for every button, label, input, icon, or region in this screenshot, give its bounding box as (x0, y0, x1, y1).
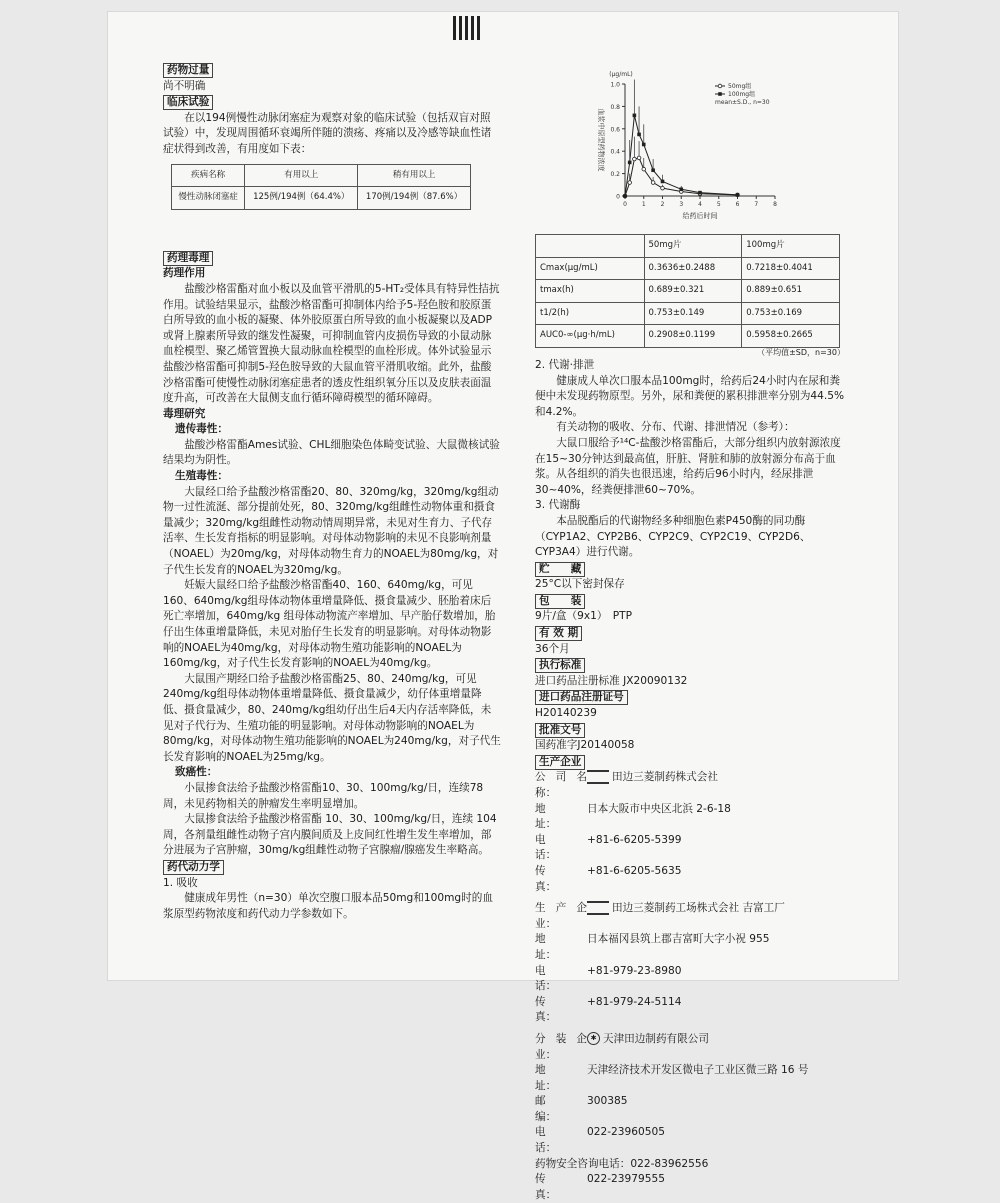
standard-heading: 执行标准 (535, 658, 585, 673)
x-tick-label: 6 (735, 201, 740, 208)
field-value: +81-6-6205-5399 (587, 833, 682, 846)
package-text: 9片/盒（9x1） PTP (535, 610, 632, 623)
table-header: 100mg片 (742, 235, 840, 258)
excretion-heading: 2. 代谢·排泄 (535, 358, 595, 371)
trials-heading: 临床试验 (163, 95, 213, 110)
table-cell: 0.2908±0.1199 (644, 325, 742, 348)
x-tick-label: 8 (773, 201, 777, 208)
storage-heading: 贮 藏 (535, 562, 585, 577)
table-cell: 0.753±0.169 (742, 302, 840, 325)
carc-subheading: 致癌性： (175, 766, 218, 779)
y-tick-label: 0.2 (610, 171, 620, 179)
company-name-row (535, 770, 845, 801)
packager-zip-row (535, 1094, 845, 1125)
geno-text: 盐酸沙格雷酯Ames试验、CHL细胞染色体畸变试验、大鼠微核试验结果均为阴性。 (163, 438, 500, 467)
y-axis-unit: (μg/mL) (609, 71, 633, 78)
field-label: 电 话： (535, 833, 567, 862)
x-tick-label: 4 (698, 201, 702, 208)
company-name: 田边三菱制药株式会社 (612, 771, 718, 784)
table-header: 疾病名称 (172, 164, 245, 187)
table-row (536, 302, 840, 325)
packager-fax-row (535, 1172, 845, 1203)
barcode-marks (453, 16, 481, 40)
table-cell: 慢性动脉闭塞症 (172, 187, 245, 210)
field-label: 公司名称： (535, 771, 587, 799)
data-point (642, 167, 646, 171)
field-label: 药物安全咨询电话： (535, 1157, 631, 1170)
geno-subheading: 遗传毒性： (175, 423, 228, 436)
field-label: 传 真： (535, 995, 567, 1024)
safety-tel-row (535, 1157, 845, 1173)
data-point (633, 114, 637, 118)
y-axis-label: 血浆中原型药物浓度 (597, 108, 605, 172)
pharm-heading: 药理毒理 (163, 251, 213, 266)
mitsubishi-logo-icon (587, 901, 609, 915)
data-point (698, 191, 702, 195)
table-row (536, 257, 840, 280)
plant-address-row (535, 932, 845, 963)
packager-address-row (535, 1063, 845, 1094)
approval-text: 国药准字J20140058 (535, 739, 635, 752)
pk-absorption-text: 健康成年男性（n=30）单次空腹口服本品50mg和100mg时的血浆原型药物浓度和药代动力学参数如下。 (163, 892, 493, 920)
table-cell: 0.7218±0.4041 (742, 257, 840, 280)
field-label: 地 址： (535, 802, 567, 831)
data-point (661, 180, 665, 184)
y-tick-label: 1.0 (610, 81, 620, 89)
table-header: 50mg片 (644, 235, 742, 258)
pk-concentration-chart (535, 62, 840, 230)
package-heading: 包 装 (535, 594, 585, 609)
mitsubishi-logo-icon (587, 770, 609, 784)
table-header: 有用以上 (245, 164, 358, 187)
data-point (679, 187, 683, 191)
data-point (628, 161, 632, 165)
data-point (628, 181, 632, 185)
x-tick-label: 7 (754, 201, 759, 208)
plant-name: 田边三菱制药工场株式会社 吉富工厂 (612, 902, 785, 915)
carc-paragraph-1: 小鼠掺食法给予盐酸沙格雷酯10、30、100mg/kg/日，连续78周，未见药物相关的肿瘤发生率明显增加。 (163, 781, 484, 810)
registration-heading: 进口药品注册证号 (535, 690, 628, 705)
field-label: 电 话： (535, 1126, 567, 1155)
table-cell: 0.753±0.149 (644, 302, 742, 325)
field-label: 分装企业： (535, 1032, 587, 1061)
tox-subheading: 毒理研究 (163, 407, 206, 420)
pharm-paragraph: 盐酸沙格雷酯对血小板以及血管平滑肌的5-HT₂受体具有特异性拮抗作用。试验结果显示，盐酸沙格雷酯可抑制体内给予5-羟色胺和胶原蛋白所导致的血小板的凝聚、体外胶原蛋白所导致的血小板凝聚以及ADP或肾上腺素所导致的继发性凝聚，可抑制血管内皮损伤导致的小鼠动脉血栓模型、聚乙烯管置换大鼠动脉血栓模型的血栓形成。体外试验显示盐酸沙格雷酯可抑制5-羟色胺导致的大鼠血管平滑肌收缩。此外，盐酸沙格雷酯可使慢性动脉闭塞症患者的透皮性组织氧分压以及皮肤表面温度升高，可改善在大鼠侧支血行循环障碍模型的循环障碍。 (163, 282, 500, 405)
packager-name-row (535, 1032, 845, 1063)
y-tick-label: 0.8 (610, 103, 620, 111)
table-row (536, 280, 840, 303)
field-label: 传 真： (535, 1173, 567, 1201)
field-label: 电 话： (535, 964, 567, 993)
plant-tel-row (535, 964, 845, 995)
data-point (651, 181, 655, 185)
field-label: 生产企业： (535, 902, 587, 930)
packager-name: 天津田边制药有限公司 (603, 1032, 709, 1045)
legend-marker (718, 92, 722, 96)
standard-text: 进口药品注册标准 JX20090132 (535, 674, 688, 687)
repro-paragraph-2: 妊娠大鼠经口给予盐酸沙格雷酯40、160、640mg/kg，可见160、640mg/kg组母体动物体重增量降低、摄食量减少、胚胎着床后死亡率增加，640mg/kg 组母体动物流产率增加、早产胎仔数增加，胎仔出生体重增量降低，未见对胎仔生长发育的明显影响。对母体动物影响的NOAEL为40mg/kg，对母体动物生殖功能影响的NOAEL为160mg/kg，对子代生长发育影响的NOAEL为40mg/kg。 (163, 579, 496, 670)
field-value: 022-23960505 (587, 1126, 665, 1139)
data-point (633, 157, 637, 161)
right-column (535, 62, 845, 1203)
excretion-paragraph-3: 大鼠口服给予¹⁴C-盐酸沙格雷酯后，大部分组织内放射源浓度在15~30分钟达到最高值，肝脏、肾脏和肺的放射源分布高于血浆。从各组织的消失也很迅速，给药后96小时内，经尿排泄30~40%，经粪便排泄60~70%。 (535, 436, 841, 496)
approval-heading: 批准文号 (535, 723, 585, 738)
table-cell: 125例/194例（64.4%） (245, 187, 358, 210)
data-point (642, 143, 646, 147)
packager-tel-row (535, 1125, 845, 1156)
pk-heading: 药代动力学 (163, 860, 224, 875)
field-label: 地 址： (535, 1064, 567, 1092)
repro-subheading: 生殖毒性： (175, 470, 228, 483)
tanabe-logo-icon: ✱ (587, 1032, 600, 1045)
excretion-paragraph-1: 健康成人单次口服本品100mg时，给药后24小时内在尿和粪便中未发现药物原型。另外，尿和粪便的累积排泄率分别为44.5%和4.2%。 (535, 374, 845, 418)
x-tick-label: 1 (641, 201, 646, 208)
repro-paragraph-1: 大鼠经口给予盐酸沙格雷酯20、80、320mg/kg，320mg/kg组动物一过性流涎、部分提前处死，80、320mg/kg组雌性动物体重和摄食量减少；320mg/kg组雌性动物动情周期异常，未见对生育力、子代存活率、生长发育指标的明显影响。对母体动物影响的未见不良影响剂量（NOAEL）为20mg/kg，对母体动物生育力的NOAEL为80mg/kg，对子代生长发育的NOAEL为320mg/kg。 (163, 485, 499, 576)
field-value: +81-979-24-5114 (587, 995, 682, 1008)
x-tick-label: 0 (623, 201, 627, 208)
pk-parameter-table (535, 234, 840, 348)
series-line-2 (625, 115, 738, 196)
data-point (651, 168, 655, 172)
repro-paragraph-3: 大鼠围产期经口给予盐酸沙格雷酯25、80、240mg/kg，可见240mg/kg组母体动物体重增量降低、摄食量减少，幼仔体重增量降低、摄食量减少，80、240mg/kg组幼仔出生后4天内存活率降低，未见对子代行为、生殖功能的明显影响。对母体动物影响的NOAEL为80mg/kg，对母体动物生殖功能影响的NOAEL为240mg/kg，对子代生长发育影响的NOAEL为25mg/kg。 (163, 672, 501, 763)
field-value: 天津经济技术开发区微电子工业区微三路 16 号 (587, 1064, 809, 1077)
x-tick-label: 2 (660, 201, 665, 208)
pk-absorption-heading: 1. 吸收 (163, 876, 198, 889)
x-axis-label: 给药后时间 (682, 212, 718, 220)
table-row (172, 187, 471, 210)
data-point (623, 194, 627, 198)
carc-paragraph-2: 大鼠掺食法给予盐酸沙格雷酯 10、30、100mg/kg/日，连续 104周，各剂量组雌性动物子宫内膜间质及上皮间红性增生发生率增加，部分进展为子宫肿瘤，30mg/kg组雌性动物子宫腺瘤/腺癌发生率略高。 (163, 813, 497, 857)
y-tick-label: 0.4 (610, 148, 620, 156)
trials-table (171, 164, 471, 210)
metab-heading: 3. 代谢酶 (535, 499, 581, 512)
table-header (536, 235, 645, 258)
overdose-text: 尚不明确 (163, 79, 206, 92)
company-address-row (535, 802, 845, 833)
field-value: 日本福冈县筑上郡吉富町大字小祝 955 (587, 933, 770, 946)
pharm-subheading: 药理作用 (163, 267, 206, 280)
field-value: 022-83962556 (630, 1157, 709, 1170)
table-cell: Cmax(μg/mL) (536, 257, 645, 280)
x-tick-label: 3 (679, 201, 684, 208)
y-tick-label: 0 (616, 193, 620, 201)
table-row (536, 325, 840, 348)
manufacturer-heading: 生产企业 (535, 755, 585, 770)
table-cell: 0.3636±0.2488 (644, 257, 742, 280)
validity-heading: 有 效 期 (535, 626, 582, 641)
legend-label: 50mg组 (728, 83, 752, 91)
table-cell: 0.5958±0.2665 (742, 325, 840, 348)
pk-table-note: （平均值±SD，n=30） (757, 347, 845, 357)
table-cell: AUC0-∞(μg·h/mL) (536, 325, 645, 348)
field-label: 传 真： (535, 864, 567, 893)
plant-name-row (535, 901, 845, 932)
field-label: 邮 编： (535, 1095, 567, 1123)
storage-text: 25°C以下密封保存 (535, 578, 625, 591)
plant-fax-row (535, 995, 845, 1026)
table-cell: 170例/194例（87.6%） (358, 187, 471, 210)
table-cell: 0.689±0.321 (644, 280, 742, 303)
table-header: 稍有用以上 (358, 164, 471, 187)
data-point (637, 156, 641, 160)
chart-svg (535, 62, 840, 230)
data-point (736, 193, 740, 197)
trials-text: 在以194例慢性动脉闭塞症为观察对象的临床试验（包括双盲对照试验）中，发现周围循环衰竭所伴随的溃疡、疼痛以及冷感等缺血性诸症状得到改善，有用度如下表： (163, 111, 492, 155)
y-tick-label: 0.6 (610, 126, 620, 134)
excretion-paragraph-2: 有关动物的吸收、分布、代谢、排泄情况（参考）： (556, 421, 795, 434)
table-cell: tmax(h) (536, 280, 645, 303)
left-column (163, 62, 501, 922)
validity-text: 36个月 (535, 642, 570, 655)
data-point (637, 133, 641, 137)
company-tel-row (535, 833, 845, 864)
field-value: +81-6-6205-5635 (587, 864, 682, 877)
field-value: +81-979-23-8980 (587, 964, 682, 977)
metab-text: 本品脱酯后的代谢物经多种细胞色素P450酶的同功酶（CYP1A2、CYP2B6、CYP2C9、CYP2C19、CYP2D6、CYP3A4）进行代谢。 (535, 514, 811, 559)
overdose-heading: 药物过量 (163, 63, 213, 78)
field-value: 日本大阪市中央区北浜 2-6-18 (587, 802, 731, 815)
field-value: 300385 (587, 1095, 628, 1108)
table-cell: t1/2(h) (536, 302, 645, 325)
registration-text: H20140239 (535, 707, 597, 720)
legend-label: 100mg组 (728, 91, 756, 99)
table-cell: 0.889±0.651 (742, 280, 840, 303)
legend-marker (718, 84, 722, 88)
field-label: 地 址： (535, 933, 567, 961)
field-value: 022-23979555 (587, 1173, 665, 1186)
legend-note: mean±S.D., n=30 (715, 99, 770, 107)
x-tick-label: 5 (716, 201, 721, 208)
company-fax-row (535, 864, 845, 895)
data-point (661, 186, 665, 190)
